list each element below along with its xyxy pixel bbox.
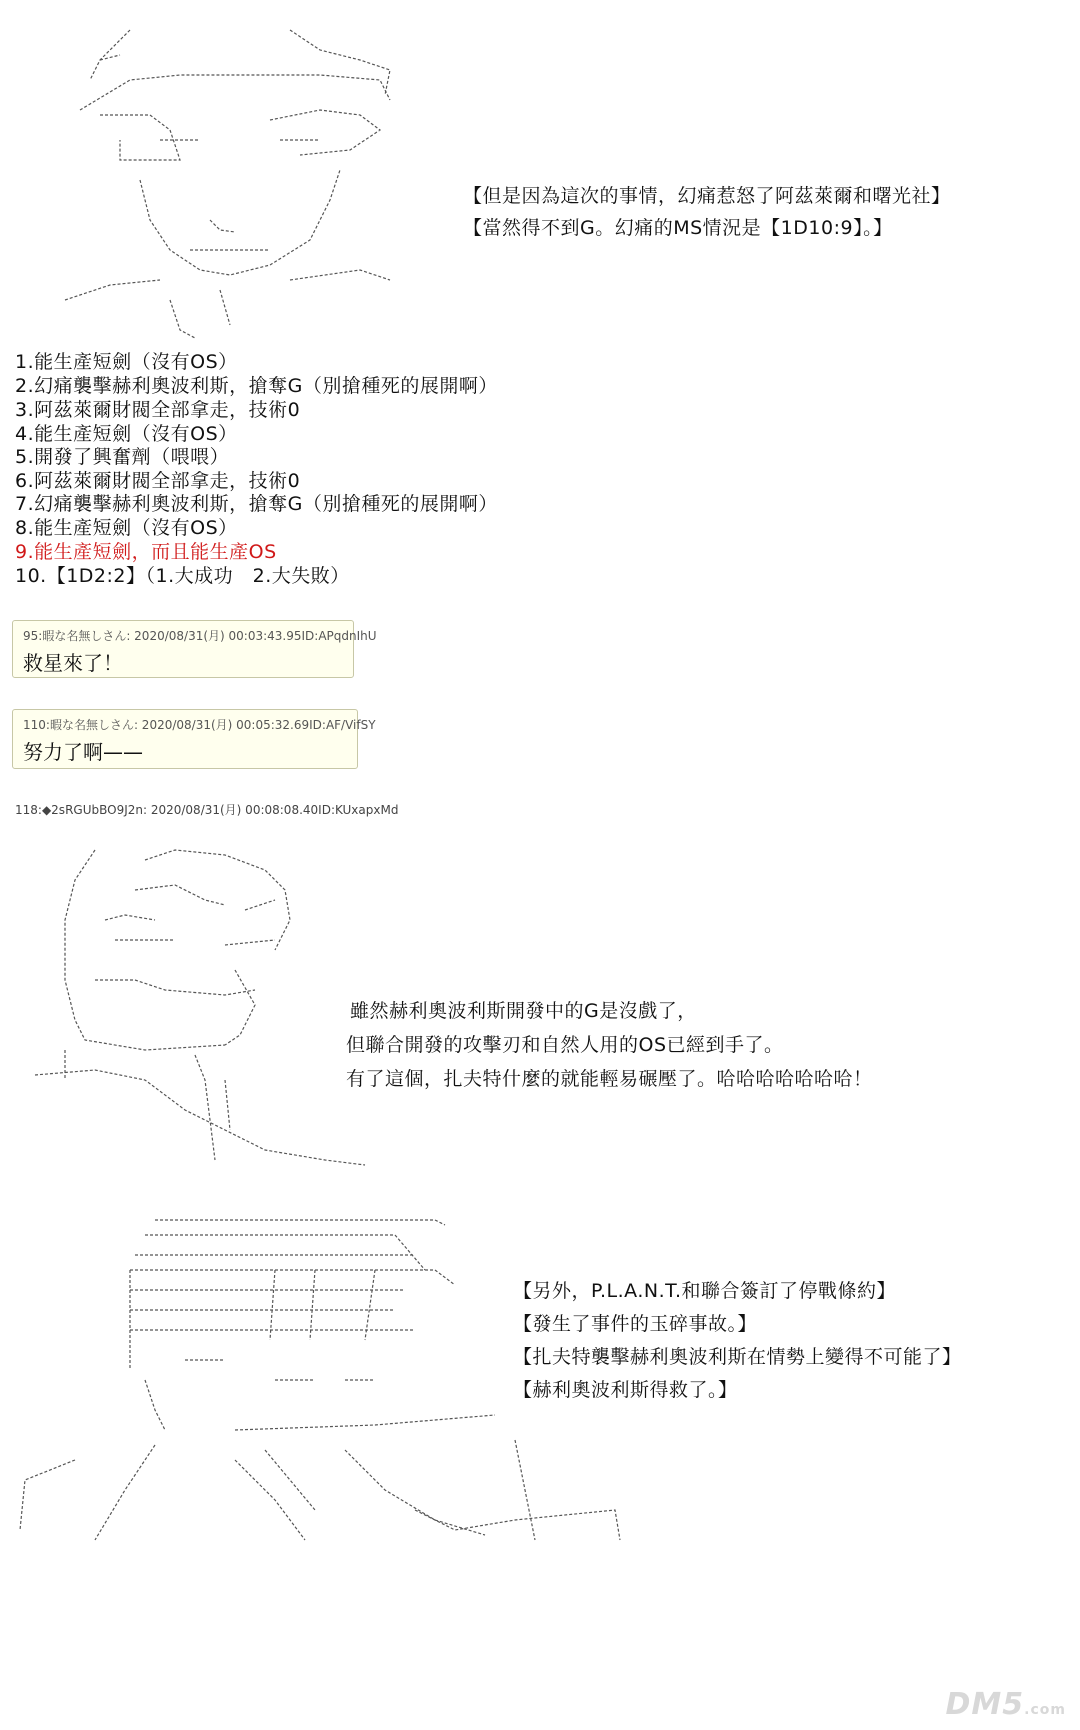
watermark-logo: DM5.com	[945, 1687, 1066, 1722]
post-body: 努力了啊——	[23, 740, 143, 764]
post-header: 110:暇な名無しさん: 2020/08/31(月) 00:05:32.69ID:AF/VifSY	[23, 718, 376, 732]
post-header-118: 118:◆2sRGUbBO9J2n: 2020/08/31(月) 00:08:08.40ID:KUxapxMd	[15, 803, 399, 817]
dialogue-line: 有了這個，扎夫特什麼的就能輕易碾壓了。哈哈哈哈哈哈哈！	[346, 1068, 873, 1090]
narration-line: 【當然得不到G。幻痛的MS情況是【1D10:9】。】	[463, 217, 893, 239]
choice-item: 5.開發了興奮劑（喂喂）	[15, 446, 230, 468]
choice-item: 1.能生產短劍（沒有OS）	[15, 351, 238, 373]
narration-line: 【扎夫特襲擊赫利奧波利斯在情勢上變得不可能了】	[513, 1346, 962, 1368]
choice-item: 2.幻痛襲擊赫利奧波利斯，搶奪G（別搶種死的展開啊）	[15, 375, 498, 397]
choice-item: 8.能生產短劍（沒有OS）	[15, 517, 238, 539]
narration-line: 【赫利奧波利斯得救了。】	[513, 1379, 738, 1401]
narration-line: 【但是因為這次的事情，幻痛惹怒了阿茲萊爾和曙光社】	[463, 185, 951, 207]
narration-line: 【發生了事件的玉碎事故。】	[513, 1313, 758, 1335]
ascii-art-portrait-2	[25, 830, 375, 1170]
post-header: 95:暇な名無しさん: 2020/08/31(月) 00:03:43.95ID:APqdnIhU	[23, 629, 377, 643]
choice-item: 10.【1D2:2】（1.大成功 2.大失敗）	[15, 565, 350, 587]
ascii-art-portrait-1	[60, 20, 430, 340]
choice-item-highlighted: 9.能生產短劍，而且能生產OS	[15, 541, 277, 563]
choice-item: 4.能生產短劍（沒有OS）	[15, 423, 238, 445]
choice-item: 3.阿茲萊爾財閥全部拿走，技術0	[15, 399, 301, 421]
dialogue-line: 雖然赫利奧波利斯開發中的G是沒戲了，	[350, 1000, 697, 1022]
choice-item: 6.阿茲萊爾財閥全部拿走，技術0	[15, 470, 301, 492]
narration-line: 【另外，P.L.A.N.T.和聯合簽訂了停戰條約】	[513, 1280, 897, 1302]
post-body: 救星來了！	[23, 651, 123, 675]
dialogue-line: 但聯合開發的攻擊刃和自然人用的OS已經到手了。	[346, 1034, 784, 1056]
reply-post-95	[12, 620, 377, 678]
reply-post-110	[12, 709, 376, 769]
choice-item: 7.幻痛襲擊赫利奧波利斯，搶奪G（別搶種死的展開啊）	[15, 493, 498, 515]
